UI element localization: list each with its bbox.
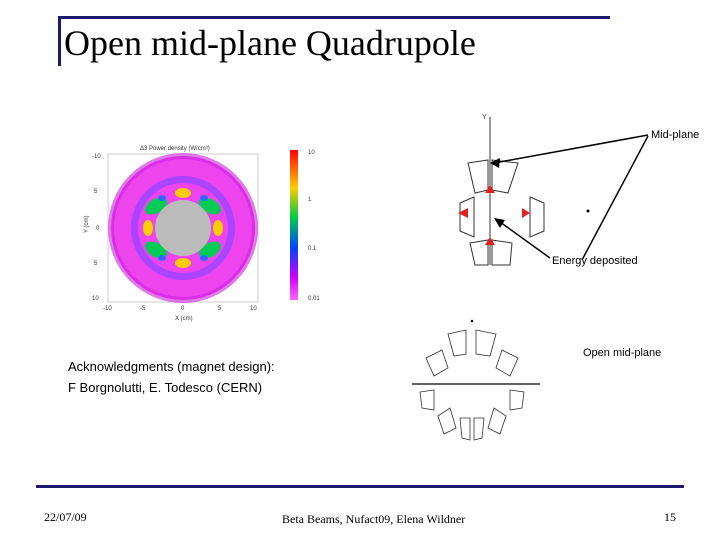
acknowledgments-heading: Acknowledgments (magnet design): (68, 359, 275, 374)
x-tick: -10 (103, 306, 112, 312)
y-axis-marker: Y (482, 114, 487, 121)
plot-title: Δ3 Power density (W/cm³) (140, 146, 210, 152)
y-tick: 10 (92, 296, 99, 302)
arrow-midplane-2 (582, 136, 648, 260)
x-axis-label: X (cm) (175, 316, 193, 322)
arrow-energy-head (494, 218, 505, 228)
x-tick: 5 (218, 306, 222, 312)
label-open-midplane: Open mid-plane (583, 347, 662, 359)
page-number: 15 (664, 510, 676, 524)
x-tick: 10 (250, 306, 257, 312)
footer-center: Beta Beams, Nufact09, Elena Wildner (282, 512, 466, 526)
y-tick: 5 (94, 189, 98, 195)
colorbar-tick: 10 (308, 150, 315, 156)
y-tick: 0 (96, 226, 100, 232)
label-energy-deposited: Energy deposited (552, 255, 638, 267)
colorbar-tick: 1 (308, 197, 312, 203)
label-midplane: Mid-plane (651, 129, 700, 141)
y-axis-label: Y (cm) (84, 215, 90, 233)
x-tick: -5 (140, 306, 146, 312)
acknowledgments (68, 356, 275, 398)
coil-outlines (420, 330, 524, 440)
arrow-midplane-1 (494, 135, 648, 163)
colorbar-tick: 0.01 (308, 296, 320, 302)
footer-divider (36, 485, 684, 488)
arrow-energy (500, 222, 550, 258)
arrow-midplane-1-head (490, 158, 500, 168)
y-tick: -10 (92, 154, 101, 160)
acknowledgments-names: F Borgnolutti, E. Todesco (CERN) (68, 380, 263, 395)
slide-title: Open mid-plane Quadrupole (64, 23, 476, 63)
x-tick: 0 (181, 306, 185, 312)
open-midplane-diagram (410, 318, 540, 448)
y-tick: 5 (94, 261, 98, 267)
colorbar-tick: 0.1 (308, 246, 317, 252)
footer-date: 22/07/09 (44, 510, 87, 524)
